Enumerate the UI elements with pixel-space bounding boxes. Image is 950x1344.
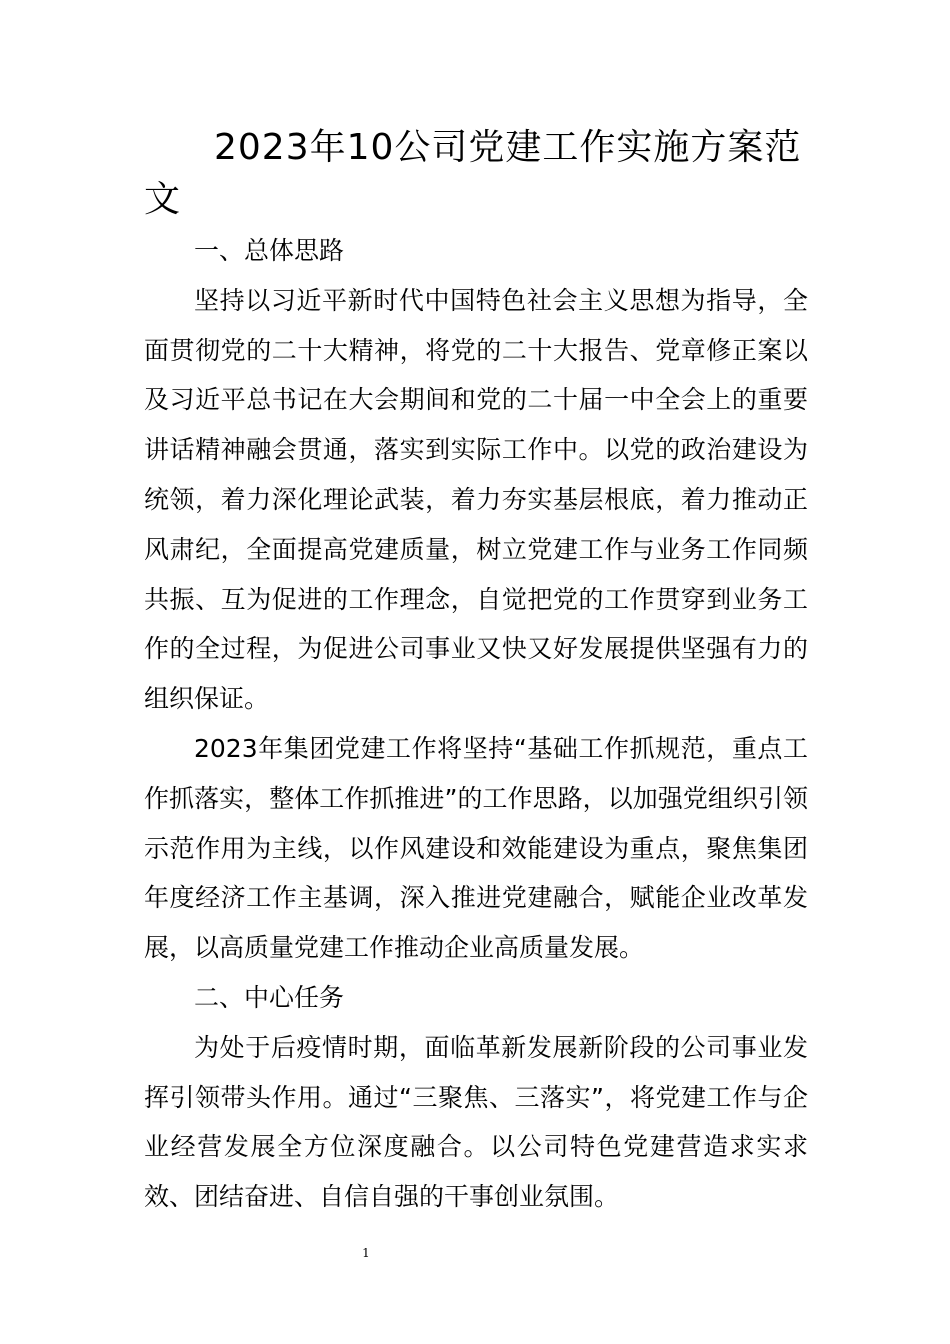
- document-title: 2023年10公司党建工作实施方案范文: [144, 127, 802, 220]
- document-body: [144, 226, 808, 1222]
- section-heading-central-tasks: 二、中心任务: [194, 982, 345, 1012]
- section-heading-overall-approach: 一、总体思路: [194, 236, 345, 265]
- paragraph-guiding-thought: 坚持以习近平新时代中国特色社会主义思想为指导，全面贯彻党的二十大精神，将党的二十大报告、党章修正案以及习近平总书记在大会期间和党的二十届一中全会上的重要讲话精神融会贯通，落实到实际工作中。以党的政治建设为统领，着力深化理论武装，着力夯实基层根底，着力推动正风肃纪，全面提高党建质量，树立党建工作与业务工作同频共振、互为促进的工作理念，自觉把党的工作贯穿到业务工作的全过程，为促进公司事业又快又好发展提供坚强有力的组织保证。: [144, 285, 808, 714]
- page-number: 1: [362, 1246, 370, 1260]
- paragraph-central-tasks: 为处于后疫情时期，面临革新发展新阶段的公司事业发挥引领带头作用。通过“三聚焦、三落实”，将党建工作与企业经营发展全方位深度融合。以公司特色党建营造求实求效、团结奋进、自信自强的干事创业氛围。: [144, 1032, 808, 1212]
- paragraph-2023-work-plan: 2023年集团党建工作将坚持“基础工作抓规范，重点工作抓落实，整体工作抓推进”的工作思路，以加强党组织引领示范作用为主线，以作风建设和效能建设为重点，聚焦集团年度经济工作主基调，深入推进党建融合，赋能企业改革发展，以高质量党建工作推动企业高质量发展。: [144, 733, 808, 963]
